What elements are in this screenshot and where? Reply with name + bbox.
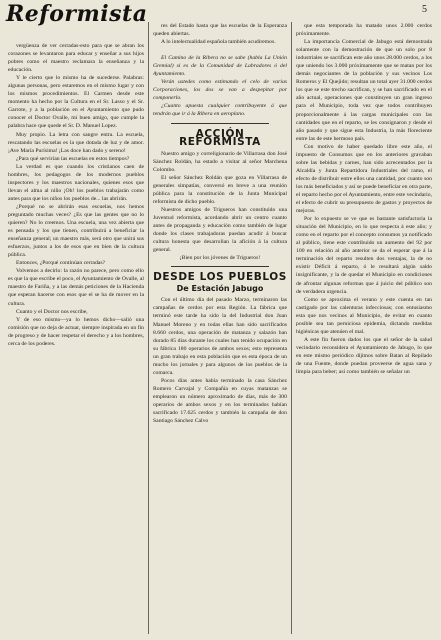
paragraph: vergüenza de ver cerradas-esto para que se abran los corazones se levantaron para educar y enseñar a sus hijos pobres como el maestro reclamara la enseñanza y la educación. — [8, 43, 144, 74]
paragraph: Cuanto y el Doctor nos escribe, — [16, 308, 88, 315]
paragraph: La importancia Comercial de Jabugo está demostrada solamente con la demostración de que un solo por 8 industriales se sacrifican este año unos 28.000 cerdos, a los que uniendo los 3.000 próximamente que se matan por los demás negociantes de la población y sus vecinos Los Romeros y El Quejido; resultan un total ayer 31.000 cerdos los que se este trecho sacrifican, y se han sacrificado en el año actual, operaciones que constituyen un gran ingreso para el Municipio, toda vez que todos contribuyen proporcionalmente á las cargas municipales con las cantidades que en el reparto, se les consignaron y desde el año pasado y que sigue esta Industria, la más floreciente entre las de este hermoso país. — [296, 39, 432, 142]
subsection-heading: De Estación Jabugo — [176, 284, 264, 294]
paragraph: A este fin fueron dados los que el señor de la salud vecindario reconsidera el Ayuntamiento de Jabugo, lo que en este mismo periódico dijimos sobre Batan al Repilado de una Fuente, donde puedan proveerse de agua sana y limpia para beber; así como también se señalar un — [296, 336, 432, 376]
paragraph: Como se aproxima el verano y este cuenta en tan castigado por las calenturas infecciosas; con entusiasmo esta que nos vecinos al Municipio, de evitar en cuanto posible sea tan perniciosa epidemia, dictando medidas higiénicas que atenúen el mal. — [296, 296, 432, 335]
column-rule — [291, 22, 292, 634]
paragraph: Nuestros amigos de Trigueros han constituido una Juventud reformista, acordando abrir un centro cuanto antes de propaganda y educación como también de lugar donde los clases trabajadoras puedan acudir á buscar cultura honesta que desarrollan la afición á la cultura general. — [153, 206, 287, 254]
column-1 — [8, 22, 144, 634]
paragraph: Muy propio. La letra con sangre entra. La escuela, rescatando las escuelas es la que dotada de luz y de amor. ¡Ave María Purísima! ¡Las doce han dado y sereno! — [8, 131, 144, 154]
paragraph: Y de eso mismo—ya lo hemos dicho—salió una comisión que no deja de actuar, siempre inspirada en un fin de progreso y de hacer respetar el derecho y a los hombres, cerca de los poderes. — [8, 316, 144, 347]
paragraph: Por lo expuesto se ve que es bastante satisfactoria la situación del Municipio, en lo que respecta á este año; y como en el reparto por el concepto consumos ya notificado al público, tiene este contribuido un aumento del 92 por 100 en relación al año anterior se da el esperar que á la terminación del reparto resulten dos ventajas, la de no existir Déficit á reparto, ó le resultará algún saldo insignificante, y la de quedar el Municipio en condiciones de afrontar algunas reformas que á juicio del público son de verdadera urgencia. — [296, 216, 432, 295]
paragraph: Entonces, ¿Porqué continúan cerradas? — [16, 260, 106, 267]
masthead-title: Reformista — [6, 1, 148, 27]
paragraph: A lo intelectualidad española también acudiremos. — [161, 39, 276, 46]
column-rule — [148, 22, 149, 634]
section-divider — [171, 123, 269, 124]
paragraph: ¿Para qué servirían las escuelas en estos tiempos? — [16, 155, 130, 162]
paragraph: Pocos días antes había terminado la casa Sánchez Romero Carvajal y Compañía en cuyas matanzas se emplearon un número aproximado de días, más de 300 operarios de ambos sexos y en los terminados habían sacrificado 17.625 cerdos y también la campaña de don Santiago Sánchez Calvo — [153, 377, 287, 425]
section-divider — [171, 266, 269, 267]
paragraph: La verdad es que cuando los cristianos caen de hombres, los pedagogos de los modernos pueblos inspectores y los maestros nacionales, quienes esos que llevan el alma al niño ¡Oh! los pueblos trabajarán como antes para que los niños los pueblos de... las abrirán. — [8, 163, 144, 202]
column-3 — [296, 22, 432, 634]
paragraph: Con motivo de haber quedado libre este año, el impuesto de Consumos que en los anteriores gravaban sobre las bebidas y carnes, han sido acrecentados por la Alcaldía y Junta Repartidora Industriales del ramo, el efecto de distribuir entre ellos una cantidad, por cuanto son los más beneficiados y así se puede beneficiar en otra parte, el reparto hecho por el Ayuntamiento, entre este vecindario, el efecto de cubrir su presupuesto de gastos y proyectos de mejoras. — [296, 143, 432, 215]
section-heading: ACCIÓN REFORMISTA — [179, 127, 261, 148]
paragraph: que esta temporada ha matado unos 2.000 cerdos próximamente. — [296, 23, 432, 38]
paragraph: Volvemos a decirlo: la razón no parece, pero como ello es que la que escribe el poco, el Ayuntamiento de Ovalle, al maestro de Fariña, y a las demás peticiones de la Hacienda que esperan hacerse con esos que el se ha de mover en la cultura. — [8, 268, 144, 307]
paragraph: ¿Cuanto apuesta cualquier contribuyente á que tendrán que ir á la Ribera en aeroplano. — [153, 103, 287, 118]
paragraph: El señor Sánchez Roldán que goza en Villarrasa de generales simpatías, conversó en breve a una reunión pública para la constitución de la Junta Municipal reformista de dicho pueblo. — [153, 174, 287, 205]
section-heading: DESDE LOS PUEBLOS — [153, 271, 287, 284]
paragraph: Y le cierto que lo mismo ha de sucederse. Palabras: algunas personas, pero estaremos en el mismo lugar y con los mismos procedimientos. El Carmen desde este momento ha hecho por la Cultura en el Sr. Lasso y el Sr. Garrote, y a la población en el Ayuntamiento que pudo conocer el Doctor Ovalle, mi buen amigo, que cumple la palabra hace que quede el Sr. D. Manuel Lopez. — [8, 75, 144, 130]
paragraph: ¡Bien por los jóvenes de Trigueros! — [179, 255, 261, 262]
column-2 — [153, 22, 287, 634]
paragraph: res del Estado hasta que las escuelas de la Esperanza queden abiertas. — [153, 23, 287, 38]
paragraph: ¿Porqué no se abrirán esas escuelas, nos hemos preguntado muchas veces? ¿Es que las gentes que no lo quieren? No lo creemos. Una escuela, una vez abierta que es pensada y los que tienen, contribuirá a beneficiar la enseñanza general; un maestro más, será otro que unirá sus esfuerzos, juntos a los de esos que en bien de la cultura pública. — [8, 203, 144, 259]
paragraph: Nuestro amigo y correligionario de Villarrasa don José Sánchez Roldán, ha estado a visitar al señor Marchena Colombo. — [153, 150, 287, 173]
paragraph: Con el último día del pasado Marzo, terminaron las campañas de cerdos por esta Región. La fábrica que terminó este tarde ha sido la del Industrial don Juan Manuel Moreno y en todas ellas han sido sacrificados 8.660 cerdos, una operación de matanza y salazón han durado 85 días durante los cuales han tenido ocupación en su fábrica 180 operarios de ambos sexos; esto representa un gran trabajo en esta población que es esta época de un mucho los jornales y para algunos de los pueblos de la comarca. — [153, 297, 287, 376]
page-number: 5 — [422, 4, 427, 15]
paragraph: Verán ustedes como estimando el celo de varias Corporaciones, los dos se van a despepitar por componerlo. — [153, 79, 287, 102]
paragraph: El Camino de la Ribera no se sabe (habla La Unión Gremial) si es de la Comunidad de Labradores ó del Ayuntamiento. — [153, 55, 287, 78]
